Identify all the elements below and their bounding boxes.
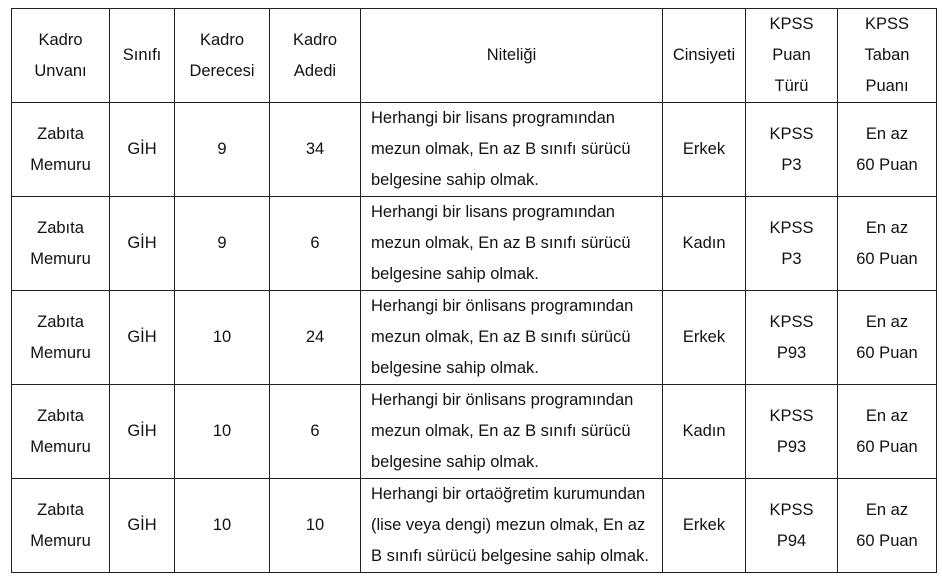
cell-sinif: GİH — [110, 103, 175, 197]
cell-unvan: Zabıta Memuru — [12, 197, 110, 291]
header-sinifi: Sınıfı — [110, 9, 175, 103]
cell-nitelik: Herhangi bir ortaöğretim kurumundan (lise veya dengi) mezun olmak, En az B sınıfı sürücü belgesine sahip olmak. — [361, 479, 663, 573]
cell-puan-turu: KPSS P3 — [746, 197, 838, 291]
cell-adet: 6 — [270, 385, 361, 479]
cell-puan-turu: KPSS P93 — [746, 291, 838, 385]
cell-puan-turu: KPSS P3 — [746, 103, 838, 197]
header-row — [12, 9, 937, 103]
header-kadro-unvani: Kadro Unvanı — [12, 9, 110, 103]
header-kpss-puan-turu: KPSS Puan Türü — [746, 9, 838, 103]
cell-sinif: GİH — [110, 385, 175, 479]
cell-taban-puan: En az 60 Puan — [838, 291, 937, 385]
cell-sinif: GİH — [110, 197, 175, 291]
table-row — [12, 103, 937, 197]
cell-nitelik: Herhangi bir lisans programından mezun olmak, En az B sınıfı sürücü belgesine sahip olmak. — [361, 197, 663, 291]
header-kadro-adedi: Kadro Adedi — [270, 9, 361, 103]
cell-cinsiyet: Kadın — [663, 385, 746, 479]
cell-taban-puan: En az 60 Puan — [838, 385, 937, 479]
cell-derece: 9 — [175, 197, 270, 291]
cell-adet: 6 — [270, 197, 361, 291]
cell-adet: 10 — [270, 479, 361, 573]
header-cinsiyeti: Cinsiyeti — [663, 9, 746, 103]
cell-taban-puan: En az 60 Puan — [838, 197, 937, 291]
cell-cinsiyet: Erkek — [663, 479, 746, 573]
cell-cinsiyet: Kadın — [663, 197, 746, 291]
table-row — [12, 385, 937, 479]
cell-unvan: Zabıta Memuru — [12, 479, 110, 573]
table-row — [12, 197, 937, 291]
cell-sinif: GİH — [110, 479, 175, 573]
cell-cinsiyet: Erkek — [663, 291, 746, 385]
cell-unvan: Zabıta Memuru — [12, 385, 110, 479]
cell-nitelik: Herhangi bir önlisans programından mezun olmak, En az B sınıfı sürücü belgesine sahip olmak. — [361, 291, 663, 385]
table-row — [12, 479, 937, 573]
cell-puan-turu: KPSS P94 — [746, 479, 838, 573]
cell-nitelik: Herhangi bir lisans programından mezun olmak, En az B sınıfı sürücü belgesine sahip olmak. — [361, 103, 663, 197]
cell-taban-puan: En az 60 Puan — [838, 103, 937, 197]
cell-derece: 10 — [175, 385, 270, 479]
cell-adet: 24 — [270, 291, 361, 385]
cell-unvan: Zabıta Memuru — [12, 103, 110, 197]
table-row — [12, 291, 937, 385]
cell-nitelik: Herhangi bir önlisans programından mezun olmak, En az B sınıfı sürücü belgesine sahip olmak. — [361, 385, 663, 479]
cell-puan-turu: KPSS P93 — [746, 385, 838, 479]
cell-unvan: Zabıta Memuru — [12, 291, 110, 385]
header-niteligi: Niteliği — [361, 9, 663, 103]
cell-derece: 10 — [175, 479, 270, 573]
cell-sinif: GİH — [110, 291, 175, 385]
cell-taban-puan: En az 60 Puan — [838, 479, 937, 573]
header-kadro-derecesi: Kadro Derecesi — [175, 9, 270, 103]
cell-cinsiyet: Erkek — [663, 103, 746, 197]
kadro-table — [11, 8, 937, 573]
header-kpss-taban-puani: KPSS Taban Puanı — [838, 9, 937, 103]
cell-derece: 9 — [175, 103, 270, 197]
cell-derece: 10 — [175, 291, 270, 385]
cell-adet: 34 — [270, 103, 361, 197]
